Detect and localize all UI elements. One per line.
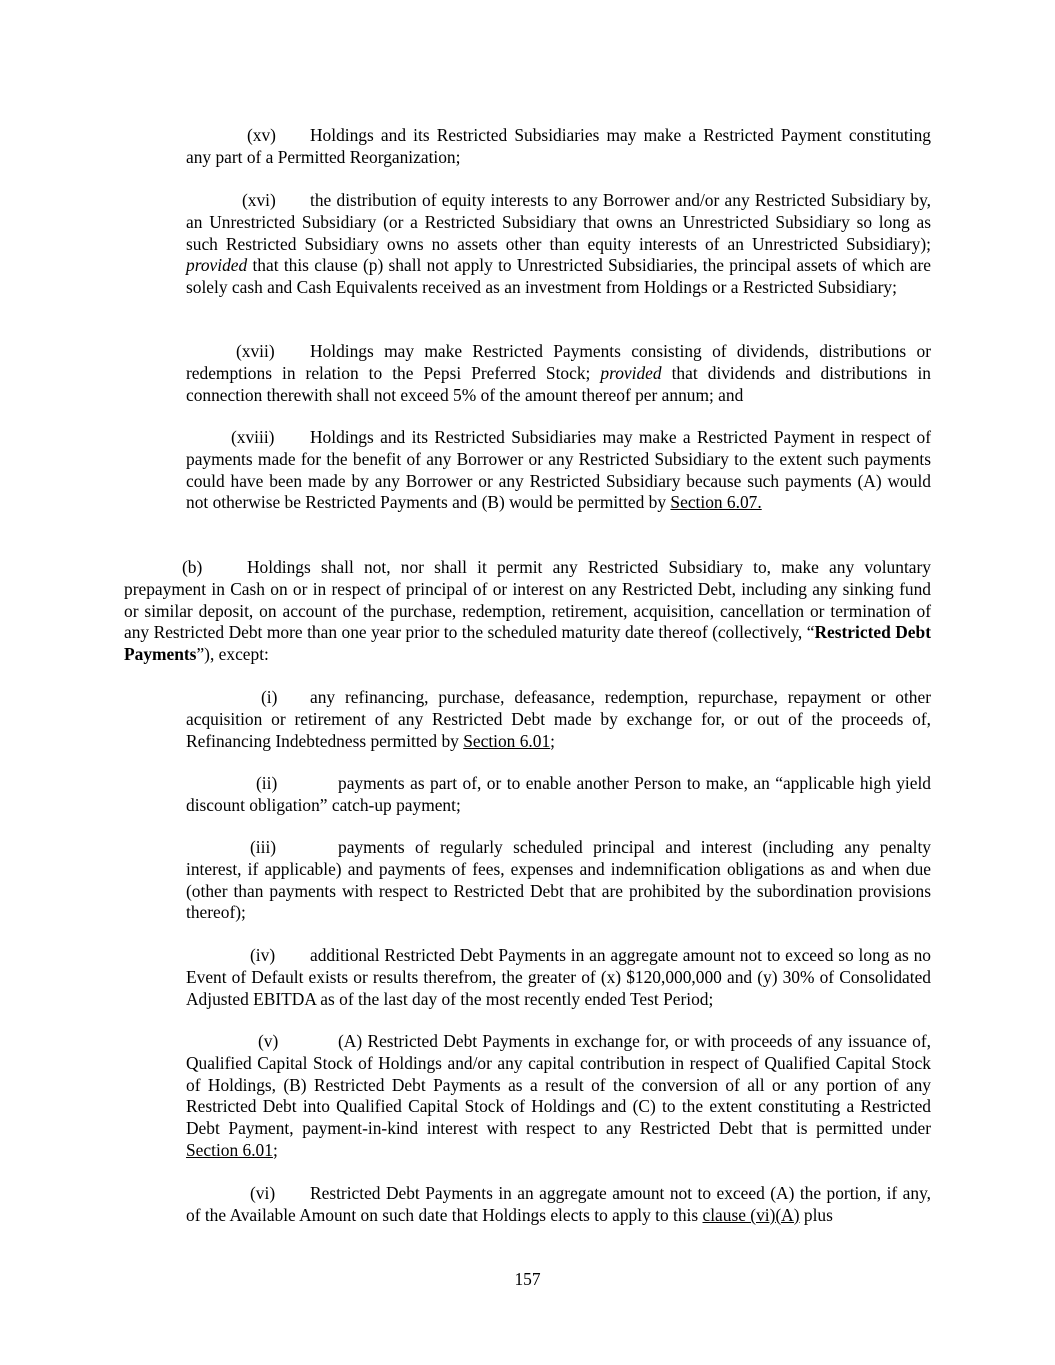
clause-iii bbox=[186, 837, 931, 924]
clause-i bbox=[186, 687, 931, 752]
clause-text: plus bbox=[799, 1204, 833, 1225]
clause-text: payments of regularly scheduled principal and interest (including any penalty interest, if applicable) and payments of fees, expenses and indemnification obligations as and when due (other than payments with respect to Restricted Debt that are prohibited by the subordination provisions thereof); bbox=[186, 837, 931, 923]
paragraph-b bbox=[124, 557, 931, 666]
clause-text: any refinancing, purchase, defeasance, redemption, repurchase, repayment or other acquisition or retirement of any Restricted Debt made by exchange for, or out of the proceeds of, Refinancing Indebtedness permitted by bbox=[186, 687, 931, 751]
clause-text: Holdings and its Restricted Subsidiaries may make a Restricted Payment constituting any part of a Permitted Reorganization; bbox=[186, 125, 931, 167]
clause-v bbox=[186, 1031, 931, 1162]
clause-number: (i) bbox=[261, 687, 278, 707]
clause-text: that this clause (p) shall not apply to Unrestricted Subsidiaries, the principal assets of which are solely cash and Cash Equivalents received as an investment from Holdings or a Restricted Subsidiary; bbox=[186, 255, 931, 298]
clause-number: (v) bbox=[258, 1031, 279, 1051]
clause-number: (iv) bbox=[250, 945, 276, 965]
clause-number: (xvi) bbox=[242, 190, 276, 210]
page-number: 157 bbox=[514, 1269, 541, 1289]
clause-ii bbox=[186, 773, 931, 817]
clause-text: that dividends and distributions in connection therewith shall not exceed 5% of the amount thereof per annum; and bbox=[186, 362, 931, 405]
paragraph-text: ”), except: bbox=[196, 644, 269, 665]
clause-text: Holdings and its Restricted Subsidiaries may make a Restricted Payment in respect of payments made for the benefit of any Borrower or any Restricted Subsidiary to the extent such payments could have been made by any Borrower or any Restricted Subsidiary because such payments (A) would not otherwise be Restricted Payments and (B) would be permitted by bbox=[186, 427, 931, 513]
clause-text: the distribution of equity interests to any Borrower and/or any Restricted Subsidiary by, an Unrestricted Subsidiary (or a Restricted Subsidiary that owns an Unrestricted Subsidiary so long as such Restricted Subsidiary owns no assets other than equity interests of an Unrestricted Subsidiary); bbox=[186, 190, 931, 254]
clause-number: (iii) bbox=[250, 837, 277, 857]
provided-italic: provided bbox=[600, 362, 662, 383]
clause-text: Holdings may make Restricted Payments consisting of dividends, distributions or redemptions in relation to the Pepsi Preferred Stock; bbox=[186, 341, 931, 383]
clause-text: additional Restricted Debt Payments in an aggregate amount not to exceed so long as no Event of Default exists or results therefrom, the greater of (x) $120,000,000 and (y) 30% of Consolidated Adjusted EBITDA as of the last day of the most recently ended Test Period; bbox=[186, 945, 931, 1009]
paragraph-number: (b) bbox=[182, 557, 203, 577]
defined-term: Restricted Debt Payments bbox=[124, 622, 931, 665]
clause-xvi bbox=[186, 190, 931, 299]
clause-text: ; bbox=[272, 1139, 278, 1160]
clause-text: ; bbox=[550, 730, 556, 751]
clause-text: payments as part of, or to enable another Person to make, an “applicable high yield discount obligation” catch-up payment; bbox=[186, 773, 931, 815]
clause-number: (ii) bbox=[256, 773, 278, 793]
clause-number: (xvii) bbox=[236, 341, 275, 361]
clause-vi bbox=[186, 1183, 931, 1227]
clause-xviii bbox=[186, 427, 931, 514]
section-link: Section 6.07. bbox=[670, 492, 762, 513]
clause-number: (vi) bbox=[250, 1183, 276, 1203]
clause-xvii bbox=[186, 341, 931, 406]
clause-number: (xviii) bbox=[231, 427, 275, 447]
clause-text: Restricted Debt Payments in an aggregate amount not to exceed (A) the portion, if any, of the Available Amount on such date that Holdings elects to apply to this bbox=[186, 1183, 931, 1225]
clause-xv bbox=[186, 125, 931, 169]
clause-reference: clause (vi)(A) bbox=[702, 1204, 800, 1225]
paragraph-text: Holdings shall not, nor shall it permit any Restricted Subsidiary to, make any voluntary prepayment in Cash on or in respect of principal of or interest on any Restricted Debt, including any sinking fund or similar deposit, on account of the purchase, redemption, retirement, acquisition, cancellation or termination of any Restricted Debt more than one year prior to the scheduled maturity date thereof (collectively, “ bbox=[124, 557, 931, 643]
provided-italic: provided bbox=[186, 255, 248, 276]
clause-iv bbox=[186, 945, 931, 1010]
clause-text: (A) Restricted Debt Payments in exchange for, or with proceeds of any issuance of, Qualified Capital Stock of Holdings and/or any capital contribution in respect of Qualified Capital Stock of Holdings, (B) Restricted Debt Payments as a result of the conversion of all or any portion of any Restricted Debt into Qualified Capital Stock of Holdings and (C) to the extent constituting a Restricted Debt Payment, payment-in-kind interest with respect to any Restricted Debt that is permitted under bbox=[186, 1031, 931, 1139]
section-link: Section 6.01 bbox=[463, 730, 551, 751]
section-link: Section 6.01 bbox=[186, 1139, 273, 1160]
clause-number: (xv) bbox=[247, 125, 276, 145]
